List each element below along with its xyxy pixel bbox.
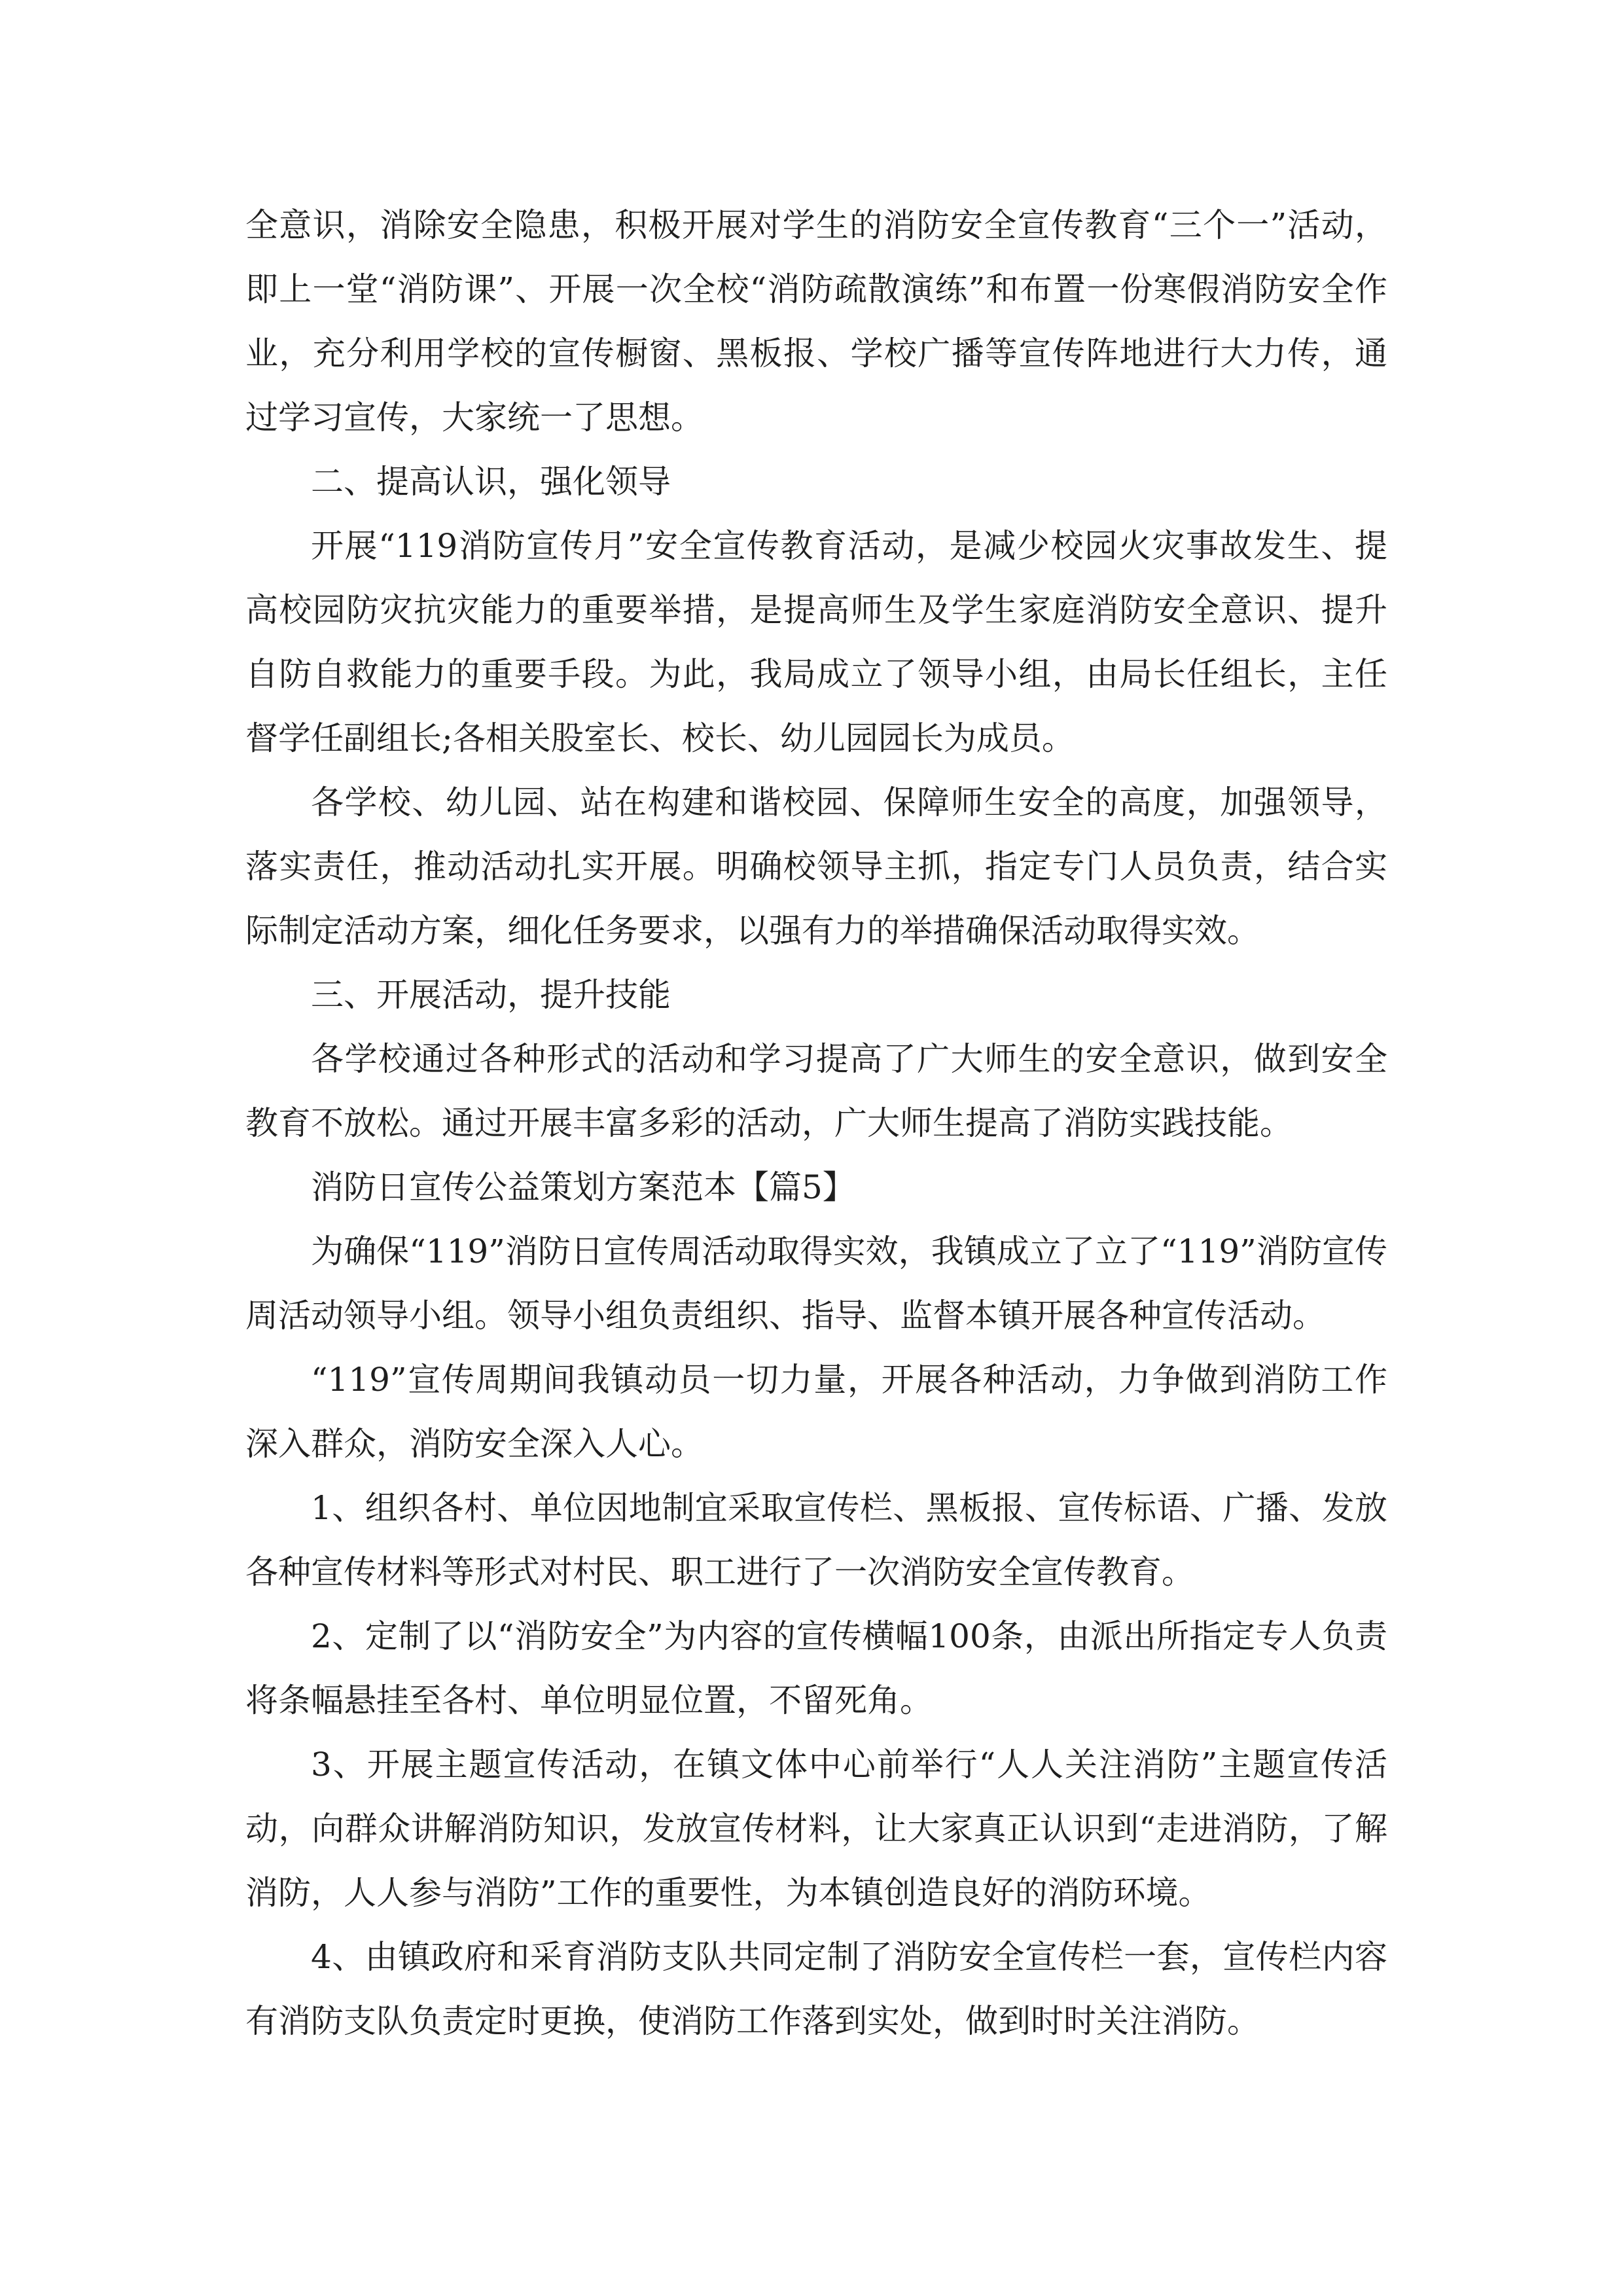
- article-title-part-5: 消防日宣传公益策划方案范本【篇5】: [311, 1168, 855, 1206]
- list-item-3: 3、开展主题宣传活动，在镇文体中心前举行“人人关注消防”主题宣传活动，向群众讲解消防知识，发放宣传材料，让大家真正认识到“走进消防，了解消防，人人参与消防”工作的重要性，为本镇创造良好的消防环境。: [245, 1746, 1387, 1912]
- list-item-4: 4、由镇政府和采育消防支队共同定制了消防安全宣传栏一套，宣传栏内容有消防支队负责定时更换，使消防工作落到实处，做到时时关注消防。: [245, 1938, 1387, 2040]
- list-item-1: 1、组织各村、单位因地制宜采取宣传栏、黑板报、宣传标语、广播、发放各种宣传材料等形式对村民、职工进行了一次消防安全宣传教育。: [245, 1489, 1387, 1591]
- document-body: [245, 193, 1387, 2053]
- paragraph: 为确保“119”消防日宣传周活动取得实效，我镇成立了立了“119”消防宣传周活动领导小组。领导小组负责组织、指导、监督本镇开展各种宣传活动。: [245, 1232, 1387, 1335]
- paragraph: 开展“119消防宣传月”安全宣传教育活动，是减少校园火灾事故发生、提高校园防灾抗灾能力的重要举措，是提高师生及学生家庭消防安全意识、提升自防自救能力的重要手段。为此，我局成立了领导小组，由局长任组长，主任督学任副组长;各相关股室长、校长、幼儿园园长为成员。: [245, 527, 1387, 757]
- paragraph: 各学校、幼儿园、站在构建和谐校园、保障师生安全的高度，加强领导，落实责任，推动活动扎实开展。明确校领导主抓，指定专门人员负责，结合实际制定活动方案，细化任务要求，以强有力的举措确保活动取得实效。: [245, 783, 1387, 950]
- section-heading-3: 三、开展活动，提升技能: [311, 976, 671, 1014]
- paragraph: “119”宣传周期间我镇动员一切力量，开展各种活动，力争做到消防工作深入群众，消防安全深入人心。: [245, 1361, 1387, 1463]
- paragraph-continuation: 全意识，消除安全隐患，积极开展对学生的消防安全宣传教育“三个一”活动，即上一堂“消防课”、开展一次全校“消防疏散演练”和布置一份寒假消防安全作业，充分利用学校的宣传橱窗、黑板报、学校广播等宣传阵地进行大力传，通过学习宣传，大家统一了思想。: [245, 206, 1387, 437]
- list-item-2: 2、定制了以“消防安全”为内容的宣传横幅100条，由派出所指定专人负责将条幅悬挂至各村、单位明显位置，不留死角。: [245, 1617, 1387, 1719]
- paragraph: 各学校通过各种形式的活动和学习提高了广大师生的安全意识，做到安全教育不放松。通过开展丰富多彩的活动，广大师生提高了消防实践技能。: [245, 1040, 1387, 1142]
- section-heading-2: 二、提高认识，强化领导: [311, 463, 671, 501]
